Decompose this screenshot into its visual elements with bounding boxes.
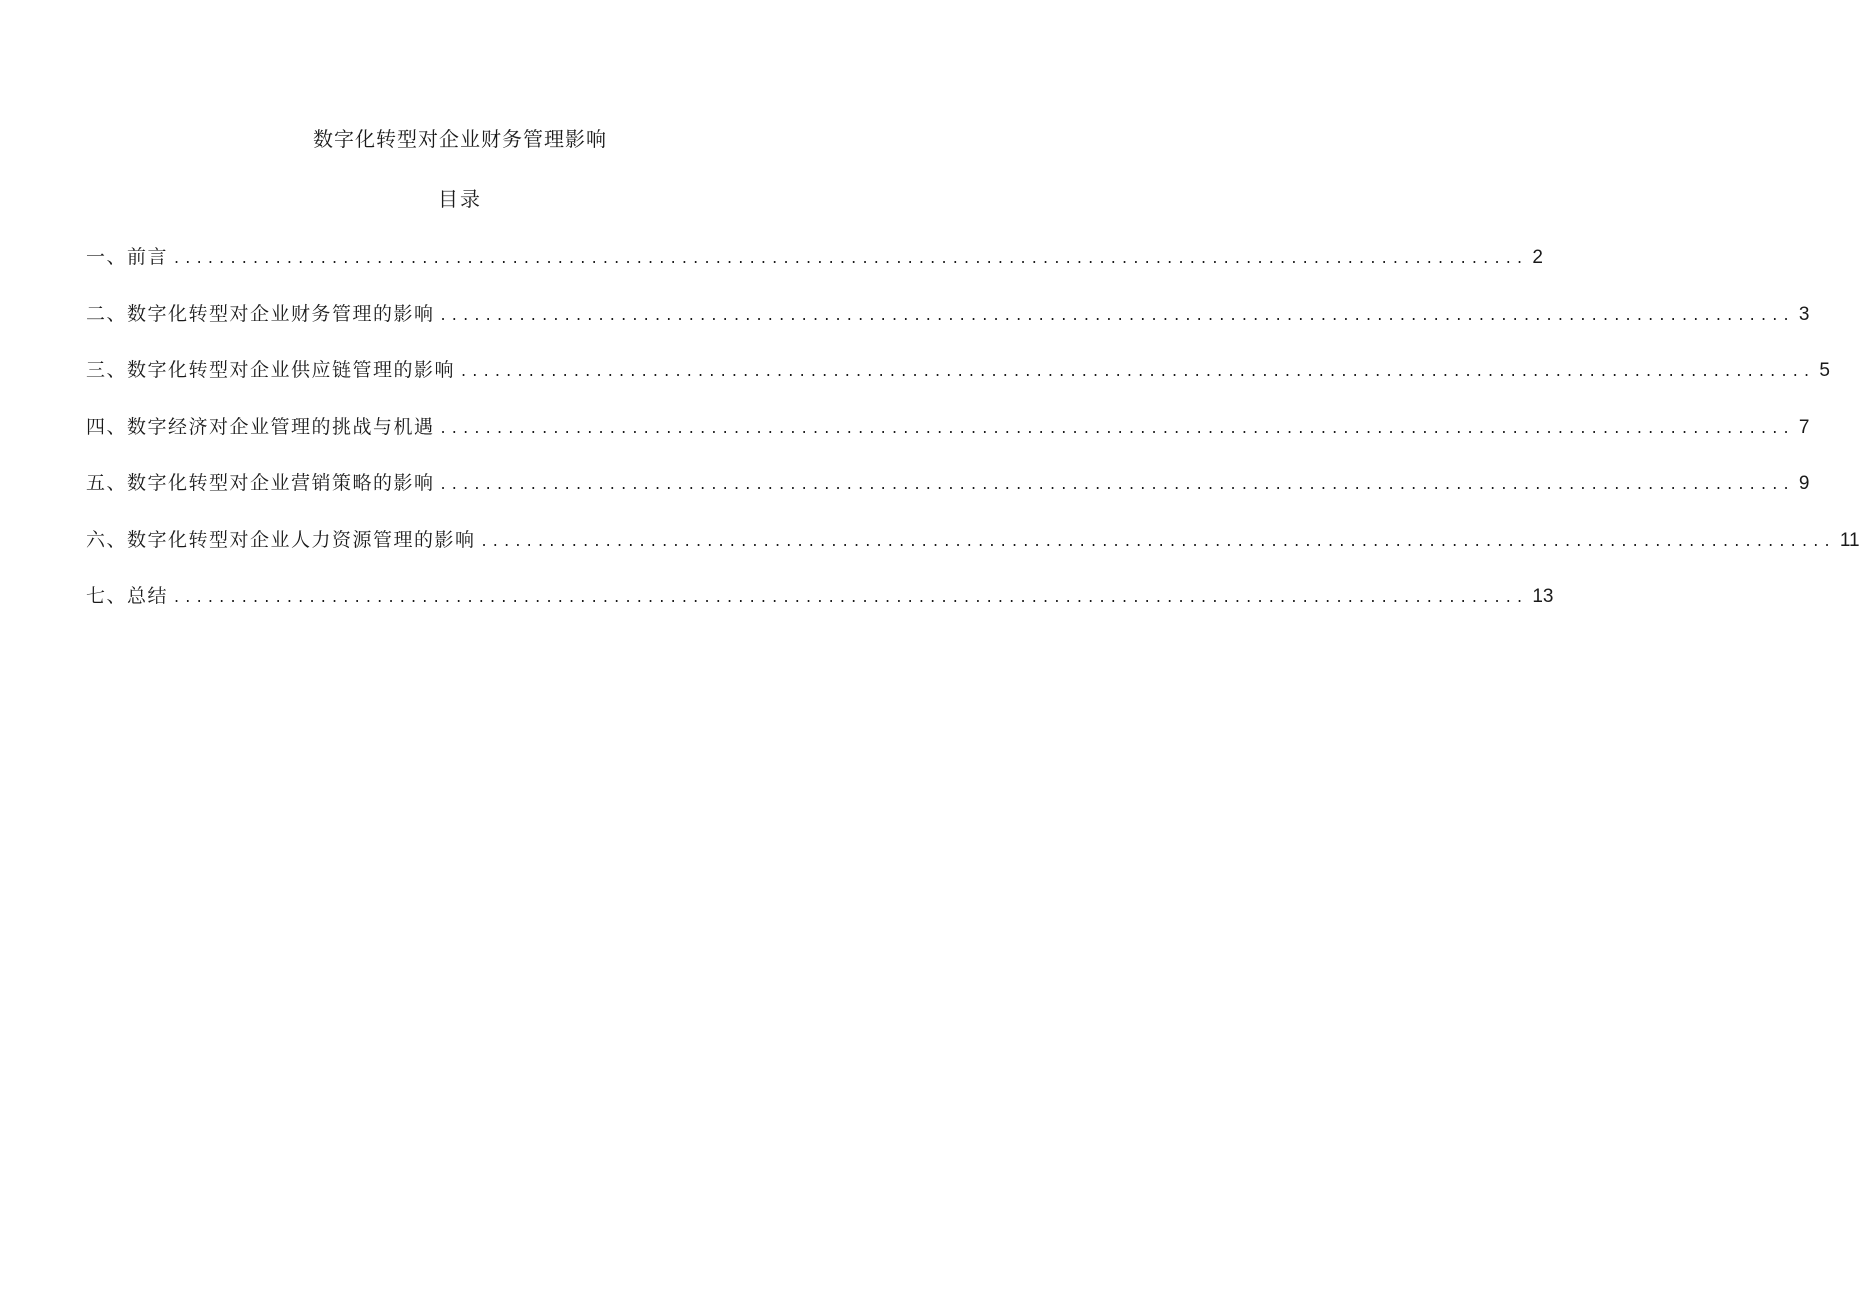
toc-heading: 目录 bbox=[438, 187, 482, 211]
dot-leader: ........................................................................................................................ bbox=[174, 248, 1529, 267]
toc-entry-financial[interactable] bbox=[86, 299, 1810, 356]
toc-page-number: 3 bbox=[1798, 303, 1810, 325]
dot-leader: ........................................................................................................................ bbox=[440, 304, 1795, 324]
toc-entry-label: 六、数字化转型对企业人力资源管理的影响 bbox=[86, 528, 476, 551]
toc-page-number: 13 bbox=[1532, 586, 1554, 607]
toc-entry-label: 一、前言 bbox=[86, 246, 169, 268]
toc-page-number: 11 bbox=[1839, 529, 1860, 551]
dot-leader: ........................................................................................................................ bbox=[461, 361, 1816, 380]
dot-leader: ........................................................................................................................ bbox=[440, 417, 1795, 437]
toc-entry-label: 七、总结 bbox=[86, 585, 169, 607]
dot-leader: ........................................................................................................................ bbox=[440, 474, 1795, 493]
toc-entry-marketing[interactable] bbox=[86, 468, 1810, 525]
toc-entry-label: 五、数字化转型对企业营销策略的影响 bbox=[86, 472, 435, 494]
toc-page-number: 7 bbox=[1798, 416, 1810, 438]
toc-page-number: 9 bbox=[1798, 473, 1810, 494]
toc-entry-label: 三、数字化转型对企业供应链管理的影响 bbox=[86, 359, 456, 381]
toc-entry-human-resources[interactable] bbox=[86, 525, 1860, 582]
toc-entry-digital-economy[interactable] bbox=[86, 412, 1810, 469]
toc-entry-summary[interactable] bbox=[86, 581, 1554, 638]
toc-entry-preface[interactable] bbox=[86, 242, 1543, 299]
dot-leader: ........................................................................................................................ bbox=[174, 587, 1529, 606]
table-of-contents bbox=[86, 242, 1860, 638]
toc-page-number: 2 bbox=[1532, 247, 1543, 268]
toc-entry-supply-chain[interactable] bbox=[86, 355, 1830, 412]
document-title: 数字化转型对企业财务管理影响 bbox=[313, 127, 607, 151]
toc-entry-label: 四、数字经济对企业管理的挑战与机遇 bbox=[86, 415, 435, 438]
toc-page-number: 5 bbox=[1819, 360, 1830, 381]
toc-entry-label: 二、数字化转型对企业财务管理的影响 bbox=[86, 302, 435, 325]
dot-leader: ........................................................................................................................ bbox=[481, 530, 1836, 550]
